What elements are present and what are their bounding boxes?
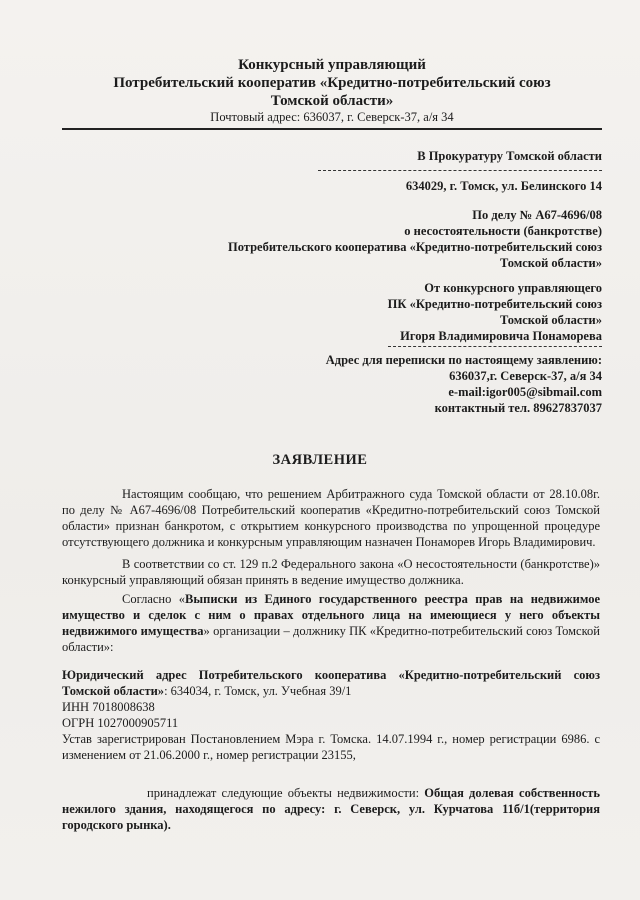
recipient-name: В Прокуратуру Томской области (417, 149, 602, 163)
document-body (62, 486, 600, 833)
registry-extract-title: Выписки из Единого государственного реестра прав на недвижимое имущество и сделок с ним о правах отдельного лица на имеющиеся у него объекты недвижимого имущества (62, 592, 600, 638)
correspondence-block (326, 352, 602, 416)
sender-divider (388, 346, 602, 348)
sender-organization-region: Томской области» (499, 313, 602, 327)
recipient-divider (318, 170, 602, 172)
letterhead-organization-region: Томской области» (270, 93, 394, 109)
sender-title: От конкурсного управляющего (424, 281, 602, 295)
property-description: Общая долевая собственность нежилого здания, находящегося по адресу: г. Северск, ул. Курчатова 11б/1(территория городского рынка). (62, 786, 601, 832)
sender-organization: ПК «Кредитно-потребительский союз (387, 297, 602, 311)
ogrn: ОГРН 1027000905711 (62, 716, 179, 730)
paragraph-law-reference: В соответствии со ст. 129 п.2 Федерального закона «О несостоятельности (банкротстве)» конкурсный управляющий обязан принять в ведение имущество должника. (62, 557, 600, 587)
property-intro: принадлежат следующие объекты недвижимости: (147, 786, 425, 800)
correspondence-phone: контактный тел. 89627837037 (434, 401, 602, 415)
document-title: ЗАЯВЛЕНИЕ (272, 452, 368, 468)
legal-address-value: : 634034, г. Томск, ул. Учебная 39/1 (164, 684, 352, 698)
charter-registration: Устав зарегистрирован Постановлением Мэра г. Томска. 14.07.1994 г., номер регистрации 6986. с изменением от 21.06.2000 г., номер регистрации 23155, (62, 732, 600, 762)
registry-post: » организации – должнику ПК «Кредитно-потребительский союз Томской области»: (62, 624, 600, 654)
letterhead-divider (62, 128, 602, 130)
inn: ИНН 7018008638 (62, 700, 155, 714)
case-debtor: Потребительского кооператива «Кредитно-потребительский союз (228, 240, 602, 254)
sender-name: Игоря Владимировича Понаморева (400, 329, 602, 343)
letterhead-postal-address: Почтовый адрес: 636037, г. Северск-37, а/я 34 (210, 110, 454, 124)
letterhead-title: Конкурсный управляющий (238, 57, 426, 73)
case-block (228, 207, 602, 271)
letterhead (62, 56, 602, 125)
case-matter: о несостоятельности (банкротстве) (404, 224, 602, 238)
correspondence-address: 636037,г. Северск-37, а/я 34 (449, 369, 602, 383)
correspondence-label: Адрес для переписки по настоящему заявлению: (325, 353, 602, 367)
registry-pre: Согласно « (122, 592, 186, 606)
paragraph-decision: Настоящим сообщаю, что решением Арбитражного суда Томской области от 28.10.08г. по делу № А67-4696/08 Потребительский кооператив «Кредитно-потребительский союз Томской области» признан банкротом, с открытием конкурсного производства по упрощенной процедуре отсутствующего должника и конкурсным управляющим назначен Понаморев Игорь Владимирович. (62, 487, 600, 549)
recipient-address: 634029, г. Томск, ул. Белинского 14 (405, 179, 602, 193)
paragraph-registry-extract (62, 591, 600, 655)
legal-address-label: Юридический адрес Потребительского кооператива «Кредитно-потребительский союз Томской области» (62, 668, 600, 698)
correspondence-email: e-mail:igor005@sibmail.com (448, 385, 602, 399)
letterhead-organization: Потребительский кооператив «Кредитно-потребительский союз (113, 75, 551, 91)
paragraph-property (62, 785, 600, 833)
case-number: По делу № А67-4696/08 (472, 208, 602, 222)
sender-block (388, 280, 602, 344)
case-debtor-region: Томской области» (499, 256, 602, 270)
legal-address (62, 667, 600, 699)
